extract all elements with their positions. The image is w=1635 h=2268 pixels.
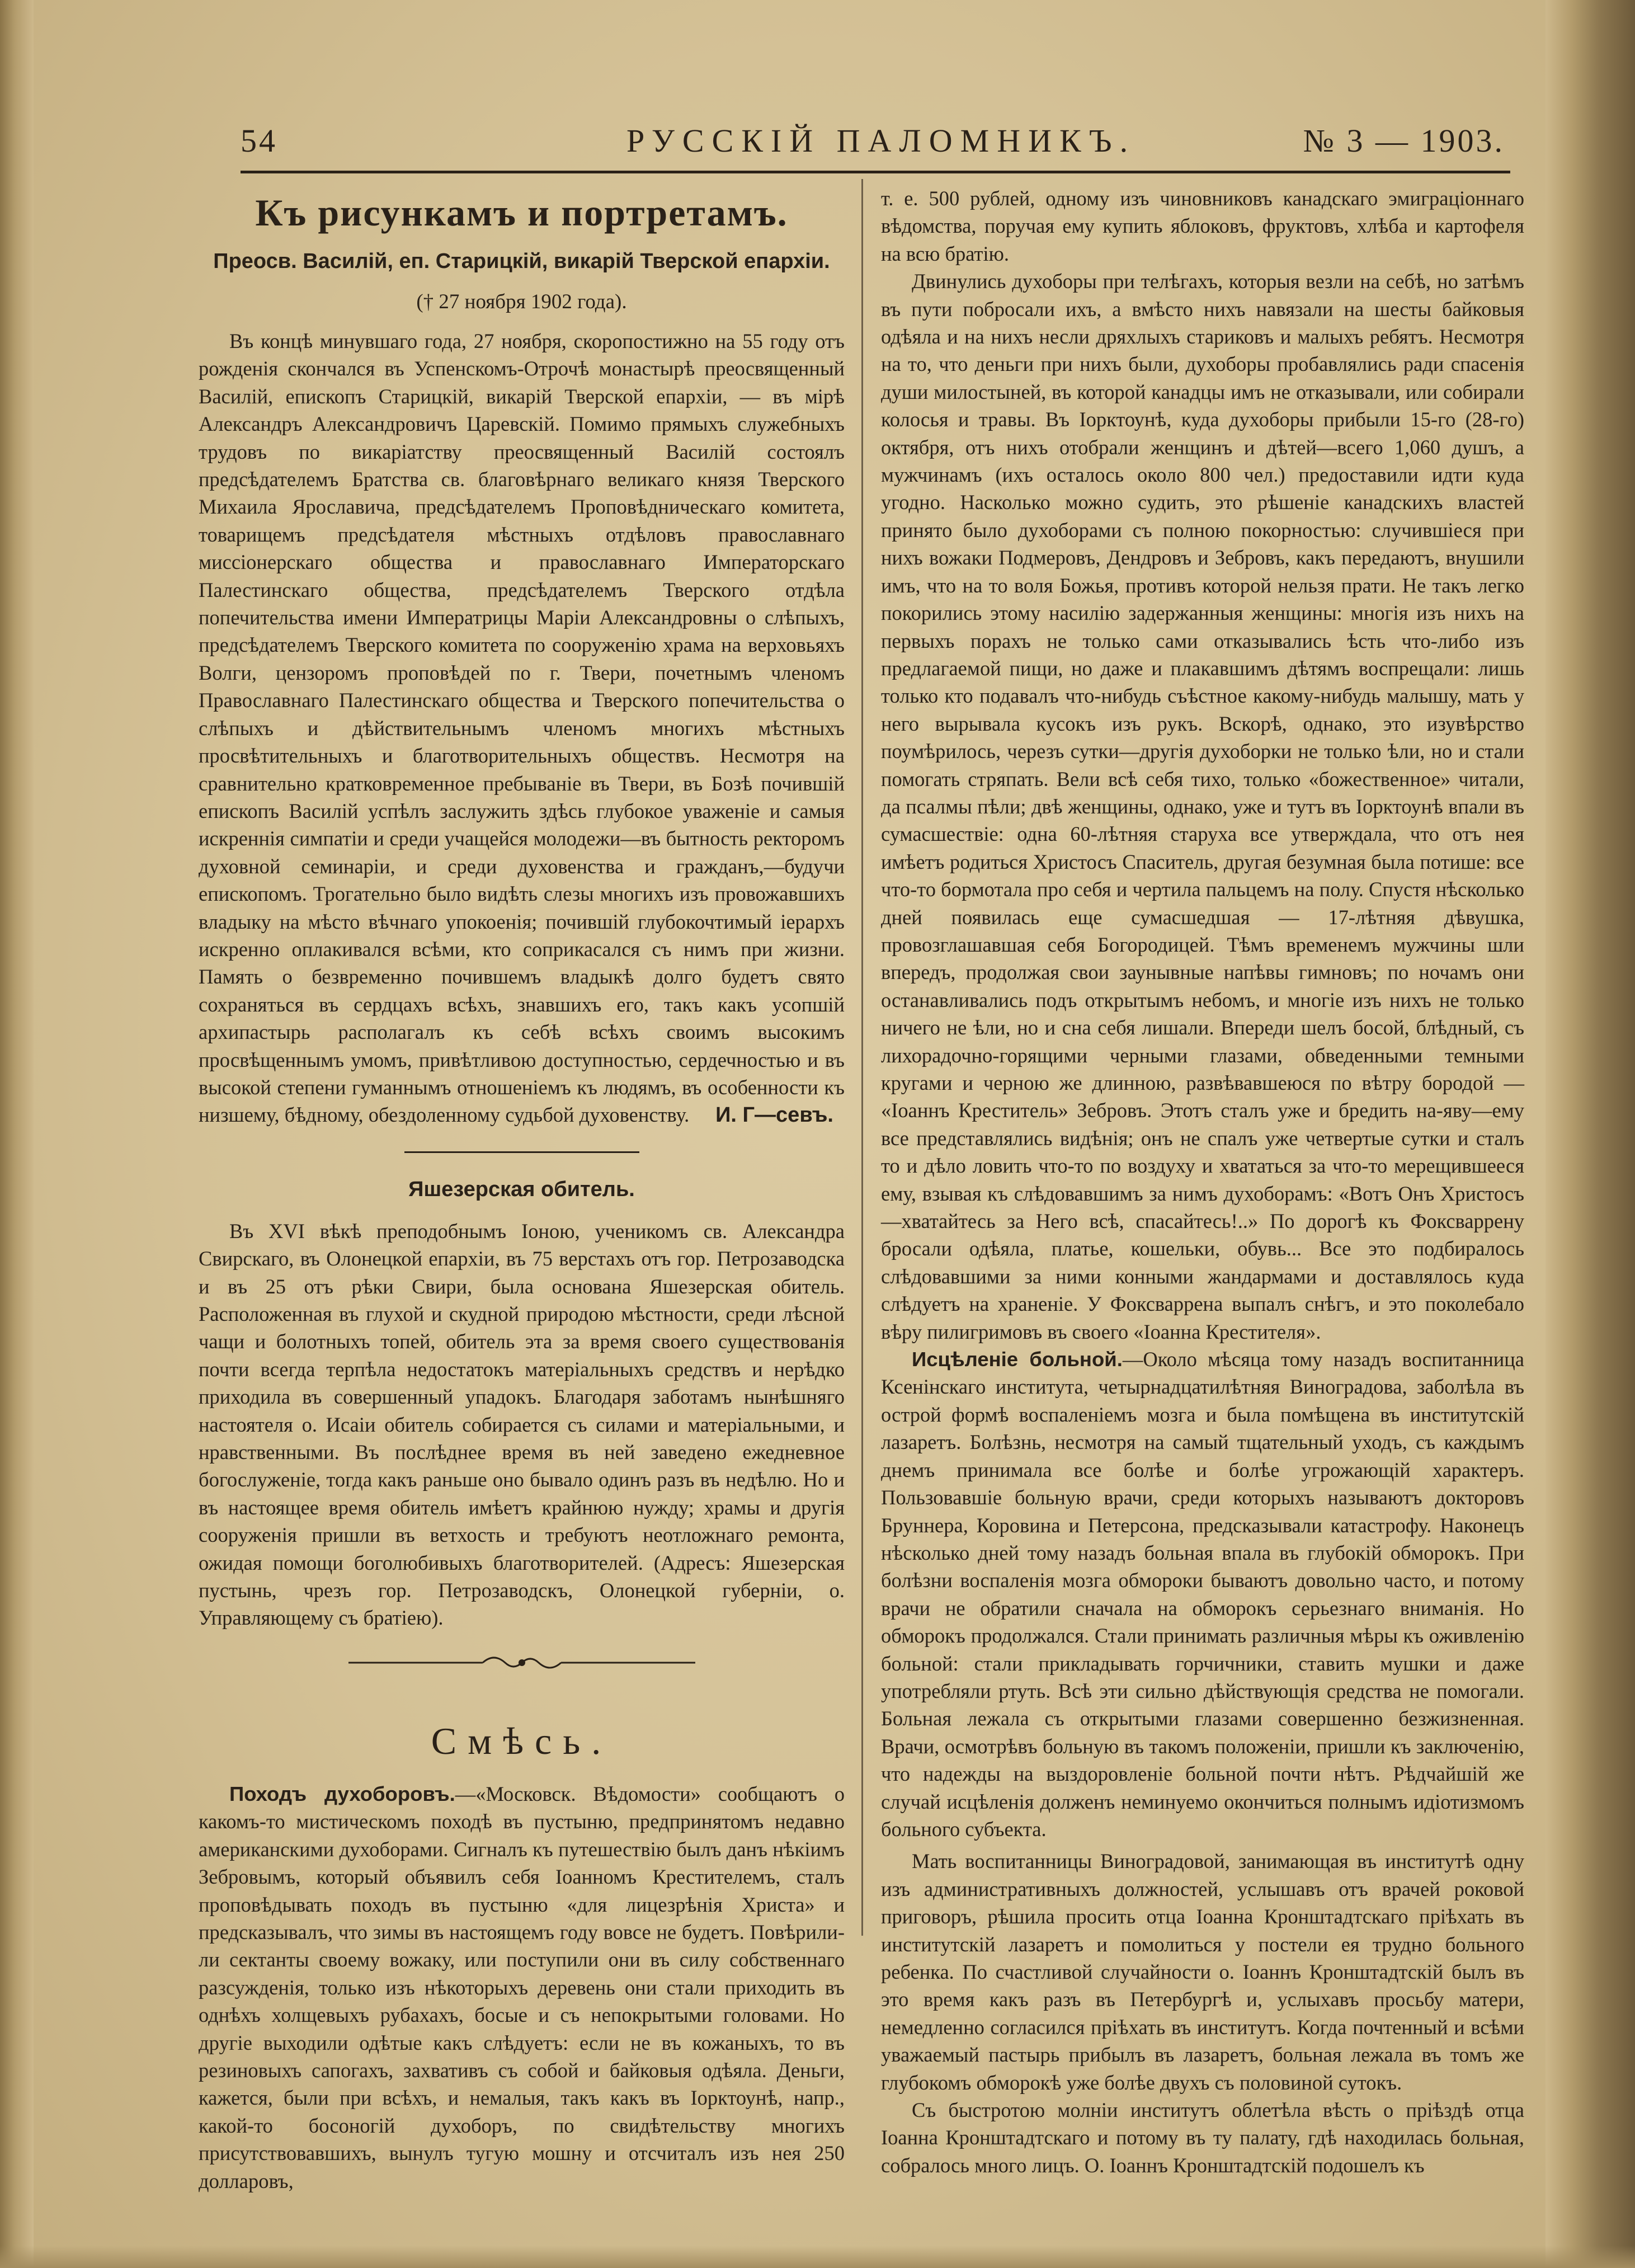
article-title-yashezero: Яшезерская обитель. [408,1177,635,1201]
left-column [199,185,845,2195]
column-divider [861,179,863,1936]
article-lead-dukhobors: Походъ духоборовъ. [229,1782,455,1805]
article-date: († 27 ноября 1902 года). [416,290,627,313]
signature: И. Г—севъ. [715,1103,833,1127]
ornament-divider [343,1649,701,1677]
running-header [241,116,1505,167]
page-bottom-shadow [0,2246,1635,2268]
header-rule [241,171,1510,173]
right-column [881,185,1524,2179]
article-text-healing: —Около мѣсяца тому назадъ воспитанница Ксенінскаго института, четырнадцатилѣтняя Виноградова, заболѣла въ острой формѣ воспаленіемъ мозга и была помѣщена въ институтскій лазаретъ. Болѣзнь, несмотря на самый тщательный уходъ, съ каждымъ днемъ принимала все болѣе и болѣе угрожающій характеръ. Пользовавшіе больную врачи, среди которыхъ называютъ докторовъ Бруннера, Коровина и Петерсона, предсказывали катастрофу. Наконецъ нѣсколько дней тому назадъ больная впала въ глубокій обморокъ. При болѣзни воспаленія мозга обмороки бываютъ довольно часто, и потому врачи не обратили сначала на обморокъ серьезнаго вниманія. Но обморокъ продолжался. Стали принимать различныя мѣры къ оживленію больной: стали прикладывать горчичники, ставить мушки и даже употребляли ртуть. Всѣ эти сильно дѣйствующія средства не помогали. Больная лежала съ открытыми глазами совершенно безжизненная. Врачи, осмотрѣвъ больную въ такомъ положеніи, пришли къ заключенію, что надежды на выздоровленіе больной почти нѣтъ. Рѣдчайшій же случай исцѣленія долженъ неминуемо окончиться полнымъ идіотизмомъ больного субъекта. [881,1348,1524,1841]
page-edge-shadow [1546,0,1635,2268]
article-text-vasily: Въ концѣ минувшаго года, 27 ноября, скоропостижно на 55 году отъ рожденія скончался въ Успенскомъ-Отрочѣ монастырѣ преосвященный Василій, епископъ Старицкій, викарій Тверской епархіи, — въ мірѣ Александръ Александровичъ Царевскій. Помимо прямыхъ служебныхъ трудовъ по викаріатству преосвященный Василій состоялъ предсѣдателемъ Братства св. благовѣрнаго великаго князя Тверского Михаила Ярославича, предсѣдателемъ Проповѣдническаго комитета, товарищемъ предсѣдателя мѣстныхъ отдѣловъ православнаго миссіонерскаго общества и православнаго Императорскаго Палестинскаго общества, предсѣдателемъ Тверского отдѣла попечительства имени Императрицы Маріи Александровны о слѣпыхъ, предсѣдателемъ Тверского комитета по сооруженію храма на верховьяхъ Волги, цензоромъ проповѣдей по г. Твери, почетнымъ членомъ Православнаго Палестинскаго общества и Тверского попечительства о слѣпыхъ и дѣйствительнымъ членомъ многихъ мѣстныхъ просвѣтительныхъ и благотворительныхъ обществъ. Несмотря на сравнительно кратковременное пребываніе въ Твери, въ Бозѣ почившій епископъ Василій успѣлъ заслужить здѣсь глубокое уваженіе и самыя искреннія симпатіи и среди учащейся молодежи—въ бытность ректоромъ духовной семинаріи, и среди духовенства и гражданъ,—будучи епископомъ. Трогательно было видѣть слезы многихъ изъ провожавшихъ владыку на мѣсто вѣчнаго упокоенія; почившій глубокочтимый іерархъ искренно оплакивался всѣми, кто соприкасался съ нимъ при жизни. Память о безвременно почившемъ владыкѣ долго будетъ свято сохраняться въ сердцахъ всѣхъ, знавшихъ его, такъ какъ усопшій архипастырь располагалъ къ себѣ всѣхъ своимъ высокимъ просвѣщеннымъ умомъ, привѣтливою доступностью, сердечностью и въ высокой степени гуманнымъ отношеніемъ къ людямъ, въ особенности къ низшему, бѣдному, обездоленному судьбой духовенству. [199,330,845,1127]
article-text-dukhobors: —«Московск. Вѣдомости» сообщаютъ о какомъ-то мистическомъ походѣ въ пустыню, предпринятомъ недавно американскими духоборами. Сигналъ къ путешествію былъ данъ нѣкіимъ Зебровымъ, который объявилъ себя Іоанномъ Крестителемъ, сталъ проповѣдывать походъ въ пустыню «для лицезрѣнія Христа» и предсказывалъ, что зимы въ настоящемъ году вовсе не будетъ. Повѣрили-ли сектанты своему вожаку, или поступили они въ силу собственнаго разсужденія, только изъ нѣкоторыхъ деревень они стали приходить въ однѣхъ холщевыхъ рубахахъ, босые и съ непокрытыми головами. Но другіе выходили одѣтые какъ слѣдуетъ: если не въ кожаныхъ, то въ резиновыхъ сапогахъ, захвативъ съ собой и байковыя одѣяла. Деньги, кажется, были при всѣхъ, и немалыя, такъ какъ въ Іорктоунѣ, напр., какой-то босоногій духоборъ, по свидѣтельству многихъ присутствовавшихъ, вынулъ тугую мошну и отсчиталъ изъ нея 250 долларовъ, [199,1782,845,2192]
page-number: 54 [241,123,277,159]
article-healing-p2: Мать воспитанницы Виноградовой, занимающая въ институтѣ одну изъ административныхъ должностей, услышавъ отъ врачей роковой приговоръ, рѣшила просить отца Іоанна Кронштадтскаго пріѣхать въ институтскій лазаретъ и помолиться у постели ея трудно больного ребенка. По счастливой случайности о. Іоаннъ Кронштадтскій былъ въ это время какъ разъ въ Петербургѣ и, услыхавъ просьбу матери, немедленно согласился пріѣхать въ институтъ. Когда почтенный и всѣми уважаемый пастырь прибылъ въ лазаретъ, больная лежала въ томъ же глубокомъ обморокѣ уже болѣе двухъ съ половиной сутокъ. [881,1850,1524,2094]
section-title-miscellany: Смѣсь. [431,1719,612,1762]
section-rule [404,1151,639,1153]
issue-number: № 3 — 1903. [1303,123,1505,159]
article-dukhobors-p2: Двинулись духоборы при телѣгахъ, которыя везли на себѣ, но затѣмъ въ пути побросали ихъ, а вмѣсто нихъ навязали на шесты байковыя одѣяла и на нихъ несли дряхлыхъ стариковъ и малыхъ ребятъ. Несмотря на то, что деньги при нихъ были, духоборы пробавлялись ради спасенія души милостыней, въ которой канадцы имъ не отказывали, или собирали колосья и травы. Въ Іорктоунѣ, куда духоборы прибыли 15-го (28-го) октября, отъ нихъ отобрали женщинъ и дѣтей—всего 1,060 душъ, а мужчинамъ (ихъ осталось около 800 чел.) предоставили идти куда угодно. Насколько можно судить, это рѣшеніе канадскихъ властей принято было духоборами съ полною покорностью: случившіеся при нихъ вожаки Подмеровъ, Дендровъ и Зебровъ, какъ передаютъ, внушили имъ, что на то воля Божья, противъ которой нельзя прати. Не такъ легко покорились этому насилію задержанныя женщины: многія изъ нихъ на первыхъ порахъ не только сами отказывались ѣсть что-либо изъ предлагаемой пищи, но даже и плакавшимъ дѣтямъ воспрещали: лишь только кто подавалъ что-нибудь съѣстное какому-нибудь малышу, мать у него вырывала кусокъ изъ рукъ. Вскорѣ, однако, это изувѣрство поумѣрилось, черезъ сутки—другія духоборки не только ѣли, но и стали помогать стряпать. Вели всѣ себя тихо, только «божественное» читали, да псалмы пѣли; двѣ женщины, однако, уже и тутъ въ Іорктоунѣ впали въ сумасшествіе: одна 60-лѣтняя старуха все утверждала, что отъ нея имѣетъ родиться Христосъ Спаситель, другая безумная была потише: все что-то бормотала про себя и чертила пальцемъ на полу. Спустя нѣсколько дней появилась еще сумасшедшая — 17-лѣтняя дѣвушка, провозглашавшая себя Богородицей. Тѣмъ временемъ мужчины шли впередъ, продолжая свои заунывные напѣвы гимновъ; по ночамъ они останавливались подъ открытымъ небомъ, и многіе изъ нихъ не только ничего не ѣли, но и сна себя лишали. Впереди шелъ босой, блѣдный, съ лихорадочно-горящими черными глазами, обведенными темными кругами и черною же длинною, развѣвавшеюся по вѣтру бородой — «Іоаннъ Креститель» Зебровъ. Этотъ сталъ уже и бредить на-яву—ему все представлялись видѣнія; онъ не спалъ уже четвертые сутки и сталъ то и дѣло ловить что-то по воздуху и хвататься за что-то мерещившееся ему, взывая къ слѣдовавшимъ за нимъ духоборамъ: «Вотъ Онъ Христосъ—хватайтесь за Него всѣ, спасайтесь!..» По дорогѣ къ Фоксваррену бросали одѣяла, платье, кошельки, обувь... Все это подбиралось слѣдовавшими за ними конными жандармами и доставлялось куда слѣдуетъ на храненіе. У Фоксваррена выпалъ снѣгъ, и это поколебало вѣру пилигримовъ въ своего «Іоанна Крестителя». [881,270,1524,1343]
article-healing-start [881,1345,1524,1843]
article-text-yashezero: Въ XVI вѣкѣ преподобнымъ Іоною, ученикомъ св. Александра Свирскаго, въ Олонецкой епархіи, въ 75 верстахъ отъ гор. Петрозаводска и въ 25 отъ рѣки Свири, была основана Яшезерская обитель. Расположенная въ глухой и скудной природою мѣстности, среди лѣсной чащи и болотныхъ топей, обитель эта за время своего существованія почти всегда терпѣла недостатокъ матеріальныхъ средствъ и нерѣдко приходила въ совершенный упадокъ. Благодаря заботамъ нынѣшняго настоятеля о. Исаіи обитель собирается съ силами и матеріальными, и нравственными. Въ послѣднее время въ ней заведено ежедневное богослуженіе, тогда какъ раньше оно бывало одинъ разъ въ недѣлю. Но и въ настоящее время обитель имѣетъ крайнюю нужду; храмы и другія сооруженія пришли въ ветхость и требуютъ неотложнаго ремонта, ожидая помощи боголюбивыхъ благотворителей. (Адресъ: Яшезерская пустынь, чрезъ гор. Петрозаводскъ, Олонецкой губерніи, о. Управляющему съ братіею). [199,1219,845,1630]
binding-edge [0,0,34,2268]
journal-title: РУССКІЙ ПАЛОМНИКЪ. [626,123,1136,159]
article-dukhobors-continuation: т. е. 500 рублей, одному изъ чиновниковъ канадскаго эмиграціоннаго вѣдомства, поручая ему купить яблоковъ, фруктовъ, хлѣба и картофеля на всю братію. [881,187,1524,265]
article-title-vasily: Преосв. Василій, еп. Старицкій, викарій Тверской епархіи. [213,250,830,273]
article-lead-healing: Исцѣленіе больной. [912,1348,1123,1371]
section-title: Къ рисункамъ и портретамъ. [255,191,788,234]
article-dukhobors-start [199,1780,845,2195]
article-healing-p3: Съ быстротою молніи институтъ облетѣла вѣсть о пріѣздѣ отца Іоанна Кронштадтскаго и потому въ ту палату, гдѣ находилась больная, собралось много лицъ. О. Іоаннъ Кронштадтскій подошелъ къ [881,2098,1524,2177]
